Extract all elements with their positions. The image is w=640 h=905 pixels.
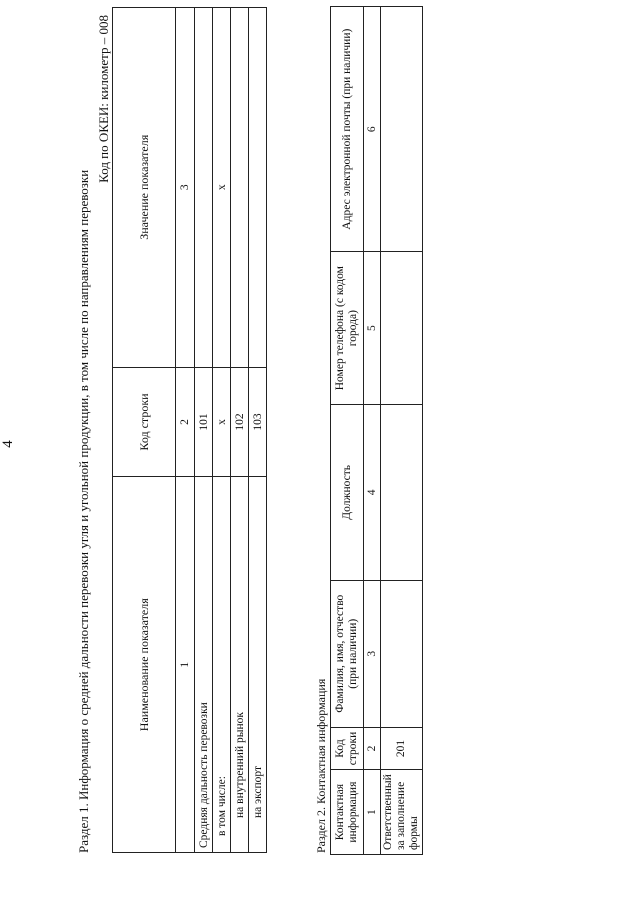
okei-code: Код по ОКЕИ: километр – 008: [96, 15, 111, 183]
header-contact-info: Контактная информация: [331, 770, 364, 855]
row-name: на внутренний рынок: [231, 477, 249, 853]
column-number-row: [364, 7, 381, 855]
row-code: 101: [195, 367, 213, 477]
header-indicator-value: Значение показателя: [113, 8, 176, 368]
row-code: 102: [231, 367, 249, 477]
header-row-code: Код строки: [113, 367, 176, 477]
email-cell[interactable]: [381, 7, 423, 252]
row-value-cell: x: [213, 8, 231, 368]
row-code: 201: [381, 727, 423, 770]
row-name: Ответственный за заполнение формы: [381, 770, 423, 855]
header-phone: Номер телефона (с кодом города): [331, 252, 364, 405]
row-value-cell[interactable]: [195, 8, 213, 368]
row-value-cell[interactable]: [249, 8, 267, 368]
section2-table: [330, 6, 423, 855]
column-number: 2: [176, 367, 195, 477]
row-value-cell[interactable]: [231, 8, 249, 368]
header-position: Должность: [331, 404, 364, 580]
section1-title: Раздел 1. Информация о средней дальности перевозки угля и угольной продукции, в том числе по направлениям перевозки: [76, 169, 91, 853]
table-row: [213, 8, 231, 853]
column-number-row: [176, 8, 195, 853]
header-indicator-name: Наименование показателя: [113, 477, 176, 853]
row-code: x: [213, 367, 231, 477]
page-number: 4: [0, 440, 16, 448]
full-name-cell[interactable]: [381, 580, 423, 727]
column-number: 3: [176, 8, 195, 368]
table-row: [249, 8, 267, 853]
phone-cell[interactable]: [381, 252, 423, 405]
position-cell[interactable]: [381, 404, 423, 580]
column-number: 6: [364, 7, 381, 252]
header-row-code: Код строки: [331, 727, 364, 770]
header-email: Адрес электронной почты (при наличии): [331, 7, 364, 252]
column-number: 1: [176, 477, 195, 853]
table-row: [381, 7, 423, 855]
column-number: 4: [364, 404, 381, 580]
table-row: [195, 8, 213, 853]
table-header-row: [331, 7, 364, 855]
section1-table: [112, 7, 267, 853]
table-header-row: [113, 8, 176, 853]
row-name: Средняя дальность перевозки: [195, 477, 213, 853]
column-number: 2: [364, 727, 381, 770]
column-number: 3: [364, 580, 381, 727]
section2-title: Раздел 2. Контактная информация: [314, 678, 328, 853]
row-name: в том числе:: [213, 477, 231, 853]
row-code: 103: [249, 367, 267, 477]
column-number: 5: [364, 252, 381, 405]
row-name: на экспорт: [249, 477, 267, 853]
column-number: 1: [364, 770, 381, 855]
header-full-name: Фамилия, имя, отчество (при наличии): [331, 580, 364, 727]
table-row: [231, 8, 249, 853]
